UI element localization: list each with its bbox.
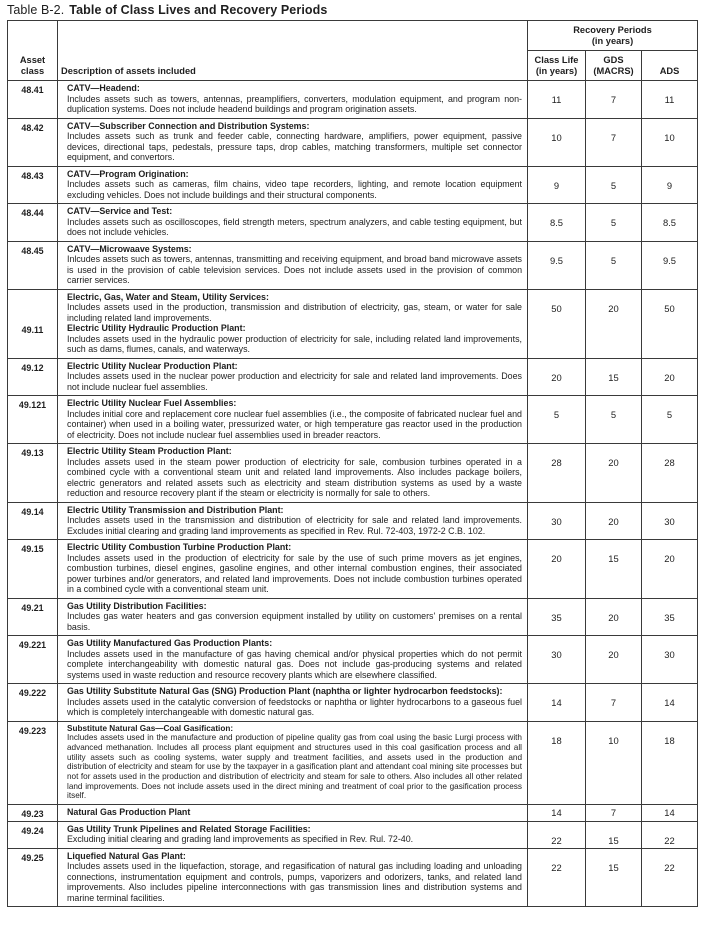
recovery-periods-header-line1: Recovery Periods: [573, 25, 652, 35]
gds-header: [586, 51, 642, 81]
ads-cell: 9: [642, 166, 698, 204]
class-life-cell: 22: [528, 848, 586, 907]
table-row: [8, 540, 698, 599]
asset-description: Includes assets such as towers, antennas, preamplifiers, converters, modulation equipment, and program non-duplication systems. Does not include headend buildings and program origination assets.: [67, 93, 522, 114]
recovery-periods-header-line2: (in years): [591, 36, 634, 46]
asset-title: CATV—Subscriber Connection and Distribution Systems:: [67, 120, 310, 131]
asset-title: Liquefied Natural Gas Plant:: [67, 850, 186, 861]
ads-cell: 28: [642, 444, 698, 503]
gds-cell: 20: [586, 636, 642, 684]
gds-header-line1: GDS: [603, 55, 624, 65]
table-number-label: Table B-2.: [7, 3, 65, 17]
description-cell: [58, 358, 528, 396]
description-cell: [58, 241, 528, 289]
asset-class-cell: 49.15: [8, 540, 58, 599]
table-row: [8, 684, 698, 722]
class-life-cell: 14: [528, 805, 586, 822]
table-row: [8, 396, 698, 444]
description-header: Description of assets included: [58, 21, 528, 81]
asset-description: Includes assets such as oscilloscopes, field strength meters, spectrum analyzers, and cable testing equipment, but does not include vehicles.: [67, 216, 522, 237]
gds-header-line2: (MACRS): [593, 66, 634, 76]
class-life-cell: 9: [528, 166, 586, 204]
asset-title: Gas Utility Distribution Facilities:: [67, 600, 207, 611]
asset-title: Electric Utility Combustion Turbine Production Plant:: [67, 542, 292, 552]
class-life-cell: 20: [528, 358, 586, 396]
description-cell: [58, 396, 528, 444]
ads-cell: 22: [642, 821, 698, 848]
table-row: [8, 721, 698, 805]
class-life-header-line1: Class Life: [534, 55, 579, 65]
description-cell: [58, 821, 528, 848]
table-row: [8, 502, 698, 540]
gds-cell: 5: [586, 396, 642, 444]
asset-description: Includes assets used in the hydraulic power production of electricity for sale, including related land improvements, such as dams, flumes, canals, and waterways.: [67, 333, 522, 354]
asset-class-cell: 49.23: [8, 805, 58, 822]
ads-cell: 30: [642, 502, 698, 540]
asset-class-header: [8, 21, 58, 81]
table-row: [8, 241, 698, 289]
asset-class-cell: 49.13: [8, 444, 58, 503]
asset-class-cell: 49.222: [8, 684, 58, 722]
table-row: [8, 821, 698, 848]
class-life-header-line2: (in years): [535, 66, 578, 76]
ads-cell: 20: [642, 358, 698, 396]
ads-cell: 14: [642, 684, 698, 722]
asset-class-cell: 48.42: [8, 118, 58, 166]
asset-description: Includes assets used in the catalytic conversion of feedstocks or naphtha or lighter hydrocarbons to a gaseous fuel which is completely interchangeable with domestic natural gas.: [67, 696, 522, 717]
asset-title: CATV—Service and Test:: [67, 206, 173, 216]
asset-class-cell: 49.11: [8, 289, 58, 358]
asset-description: Includes assets used in the nuclear power production and electricity for sale and related land improvements. Does not include nuclear fuel assemblies.: [67, 371, 522, 392]
table-row: [8, 636, 698, 684]
asset-class-cell: 49.25: [8, 848, 58, 907]
class-life-cell: 50: [528, 289, 586, 358]
description-cell: [58, 636, 528, 684]
page-title: [0, 0, 704, 20]
table-row: [8, 289, 698, 358]
asset-title: Gas Utility Substitute Natural Gas (SNG) Production Plant (naphtha or lighter hydrocarbon feedstocks):: [67, 686, 503, 696]
gds-cell: 15: [586, 821, 642, 848]
table-header: [8, 21, 698, 81]
description-cell: [58, 204, 528, 242]
table-row: [8, 358, 698, 396]
asset-description: Inlcudes assets such as towers, antennas, transmitting and receiving equipment, and broad band microwave assets is used in the provision of cable television services. Does not include assets used in the provision of common carrier services.: [67, 254, 522, 285]
table-row: [8, 81, 698, 119]
ads-cell: 14: [642, 805, 698, 822]
asset-description: Includes assets used in the liquefaction, storage, and regasification of natural gas including loading and unloading connections, instrumentation equipment and controls, pumps, vaporizers and odorizers, tanks, and related land improvements. Also includes pipeline interconnections with gas transmission lines and distribution systems and marine terminal facilities.: [67, 861, 522, 903]
asset-title: CATV—Headend:: [67, 83, 140, 93]
class-life-cell: 22: [528, 821, 586, 848]
ads-cell: 22: [642, 848, 698, 907]
gds-cell: 5: [586, 166, 642, 204]
asset-class-cell: 49.24: [8, 821, 58, 848]
asset-title: Electric, Gas, Water and Steam, Utility Services:: [67, 291, 269, 302]
class-life-header: [528, 51, 586, 81]
ads-cell: 5: [642, 396, 698, 444]
description-cell: [58, 118, 528, 166]
table-row: [8, 805, 698, 822]
asset-title: Electric Utility Transmission and Distribution Plant:: [67, 504, 284, 515]
ads-header: ADS: [642, 51, 698, 81]
table-title-label: Table of Class Lives and Recovery Periods: [69, 3, 328, 17]
asset-title: Electric Utility Hydraulic Production Plant:: [67, 323, 246, 333]
ads-cell: 9.5: [642, 241, 698, 289]
asset-class-cell: 49.221: [8, 636, 58, 684]
table-row: [8, 598, 698, 636]
asset-description: Includes assets used in the steam power production of electricity for sale, combusion turbines operated in a combined cycle with a conventional steam unit and related land improvements. Also includes package boilers, electric generators and related assets such as electricity and steam distribution systems as used by a waste reduction and resource recovery plant if the steam or electricity is normally for sale to others.: [67, 456, 522, 498]
class-life-cell: 14: [528, 684, 586, 722]
description-cell: [58, 166, 528, 204]
gds-cell: 15: [586, 848, 642, 907]
asset-description: Includes assets used in the production of electricity for sale by the use of such prime movers as jet engines, combustion turbines, diesel engines, gasoline engines, and other internal combustion engines, their associated power turbines and/or generators, and related land improvements. Does not include combustion turbines operated in a combined cycle with a conventional steam unit.: [67, 552, 522, 594]
asset-title: Substitute Natural Gas—Coal Gasification:: [67, 723, 234, 733]
ads-cell: 8.5: [642, 204, 698, 242]
asset-title: Electric Utility Steam Production Plant:: [67, 446, 232, 456]
table-row: [8, 204, 698, 242]
description-cell: [58, 540, 528, 599]
table-row: [8, 118, 698, 166]
description-cell: [58, 684, 528, 722]
asset-description: Includes assets used in the transmission and distribution of electricity for sale and related land improvements. Excludes initial clearing and grading land improvements as specified in Rev. Rul. 72-403, 1972-2 C.B. 102.: [67, 515, 522, 536]
table-row: [8, 444, 698, 503]
asset-description: Includes assets used in the manufacture of gas having chemical and/or physical properties which do not permit complete interchangeability with domestic natural gas. Does not include gas-producing systems and related systems used in waste reduction and resource recovery plants which are elsewhere classified.: [67, 648, 522, 680]
asset-class-cell: 48.44: [8, 204, 58, 242]
class-life-cell: 20: [528, 540, 586, 599]
asset-description: Includes gas water heaters and gas conversion equipment installed by utility on customers' premises on a rental basis.: [67, 611, 522, 632]
class-life-cell: 30: [528, 502, 586, 540]
table-row: [8, 166, 698, 204]
description-cell: [58, 598, 528, 636]
asset-title: Electric Utility Nuclear Fuel Assemblies:: [67, 398, 237, 408]
asset-class-cell: 48.43: [8, 166, 58, 204]
asset-class-cell: 49.223: [8, 721, 58, 805]
asset-description: Excluding initial clearing and grading land improvements as specified in Rev. Rul. 72-40.: [67, 834, 414, 845]
gds-cell: 7: [586, 684, 642, 722]
asset-title: Electric Utility Nuclear Production Plant:: [67, 360, 238, 371]
asset-title: Natural Gas Production Plant: [67, 807, 191, 818]
gds-cell: 7: [586, 81, 642, 119]
class-life-cell: 18: [528, 721, 586, 805]
description-cell: [58, 502, 528, 540]
asset-class-header-line1: Asset: [19, 55, 46, 65]
asset-description: Includes assets such as cameras, film chains, video tape recorders, lighting, and remote location equipment excluding vehicles. Does not include buildings and their structural components.: [67, 179, 522, 200]
table-row: [8, 848, 698, 907]
ads-cell: 30: [642, 636, 698, 684]
asset-class-cell: 49.21: [8, 598, 58, 636]
asset-class-cell: 49.121: [8, 396, 58, 444]
class-life-cell: 11: [528, 81, 586, 119]
description-cell: [58, 81, 528, 119]
class-life-cell: 10: [528, 118, 586, 166]
class-life-cell: 9.5: [528, 241, 586, 289]
asset-class-header-line2: class: [20, 66, 45, 76]
description-cell: [58, 805, 528, 822]
class-life-cell: 8.5: [528, 204, 586, 242]
asset-class-cell: 49.14: [8, 502, 58, 540]
gds-cell: 20: [586, 502, 642, 540]
class-life-cell: 35: [528, 598, 586, 636]
gds-cell: 15: [586, 540, 642, 599]
asset-description: Includes assets such as trunk and feeder cable, connecting hardware, amplifiers, power equipment, passive devices, directional taps, pedestals, pressure taps, drop cables, matching transformers, multiple set connector equipment, and convertors.: [67, 131, 522, 162]
ads-cell: 20: [642, 540, 698, 599]
ads-cell: 35: [642, 598, 698, 636]
asset-class-cell: 49.12: [8, 358, 58, 396]
class-life-cell: 5: [528, 396, 586, 444]
ads-cell: 10: [642, 118, 698, 166]
asset-description: Includes initial core and replacement core nuclear fuel assemblies (i.e., the composite of fabricated nuclear fuel and container) when used in a boiling water, pressurized water, or high temperature gas reactor used in the production of electricity. Does not include nuclear fuel assemblies used in breader reactors.: [67, 408, 522, 440]
asset-title: CATV—Microwaave Systems:: [67, 243, 192, 254]
asset-class-cell: 48.45: [8, 241, 58, 289]
ads-cell: 18: [642, 721, 698, 805]
description-cell: [58, 444, 528, 503]
asset-title: Gas Utility Manufactured Gas Production Plants:: [67, 638, 273, 648]
asset-class-cell: 48.41: [8, 81, 58, 119]
class-life-cell: 30: [528, 636, 586, 684]
ads-cell: 11: [642, 81, 698, 119]
class-lives-table: [7, 20, 698, 907]
asset-description: Includes assets used in the production, transmission and distribution of electricity, gas, steam, or water for sale including related land improvements.: [67, 302, 522, 323]
gds-cell: 15: [586, 358, 642, 396]
gds-cell: 7: [586, 805, 642, 822]
class-life-cell: 28: [528, 444, 586, 503]
asset-title: CATV—Program Origination:: [67, 168, 189, 179]
description-cell: [58, 721, 528, 805]
gds-cell: 10: [586, 721, 642, 805]
gds-cell: 5: [586, 204, 642, 242]
gds-cell: 20: [586, 289, 642, 358]
gds-cell: 5: [586, 241, 642, 289]
ads-cell: 50: [642, 289, 698, 358]
recovery-periods-header: [528, 21, 698, 51]
gds-cell: 7: [586, 118, 642, 166]
asset-description: Includes assets used in the manufacture and production of pipeline quality gas from coal using the basic Lurgi process with advanced methanation. Includes all process plant equipment and structures used in this coal gasification process and all utility assets such as cooling systems, water supply and treatment facilities, and assets used in the production and distribution of electricity and steam for use by the taxpayer in a gasification plant and attendant coal mining site processes but not for assets used in the production and distribution of electricity and steam for sale to others. Also includes all other related land improvements. Does not include assets used in the direct mining and treatment of coal prior to the gasification process itself.: [67, 733, 522, 801]
gds-cell: 20: [586, 598, 642, 636]
description-cell: [58, 289, 528, 358]
asset-title: Gas Utility Trunk Pipelines and Related Storage Facilities:: [67, 823, 311, 834]
description-cell: [58, 848, 528, 907]
gds-cell: 20: [586, 444, 642, 503]
table-body: [8, 81, 698, 907]
